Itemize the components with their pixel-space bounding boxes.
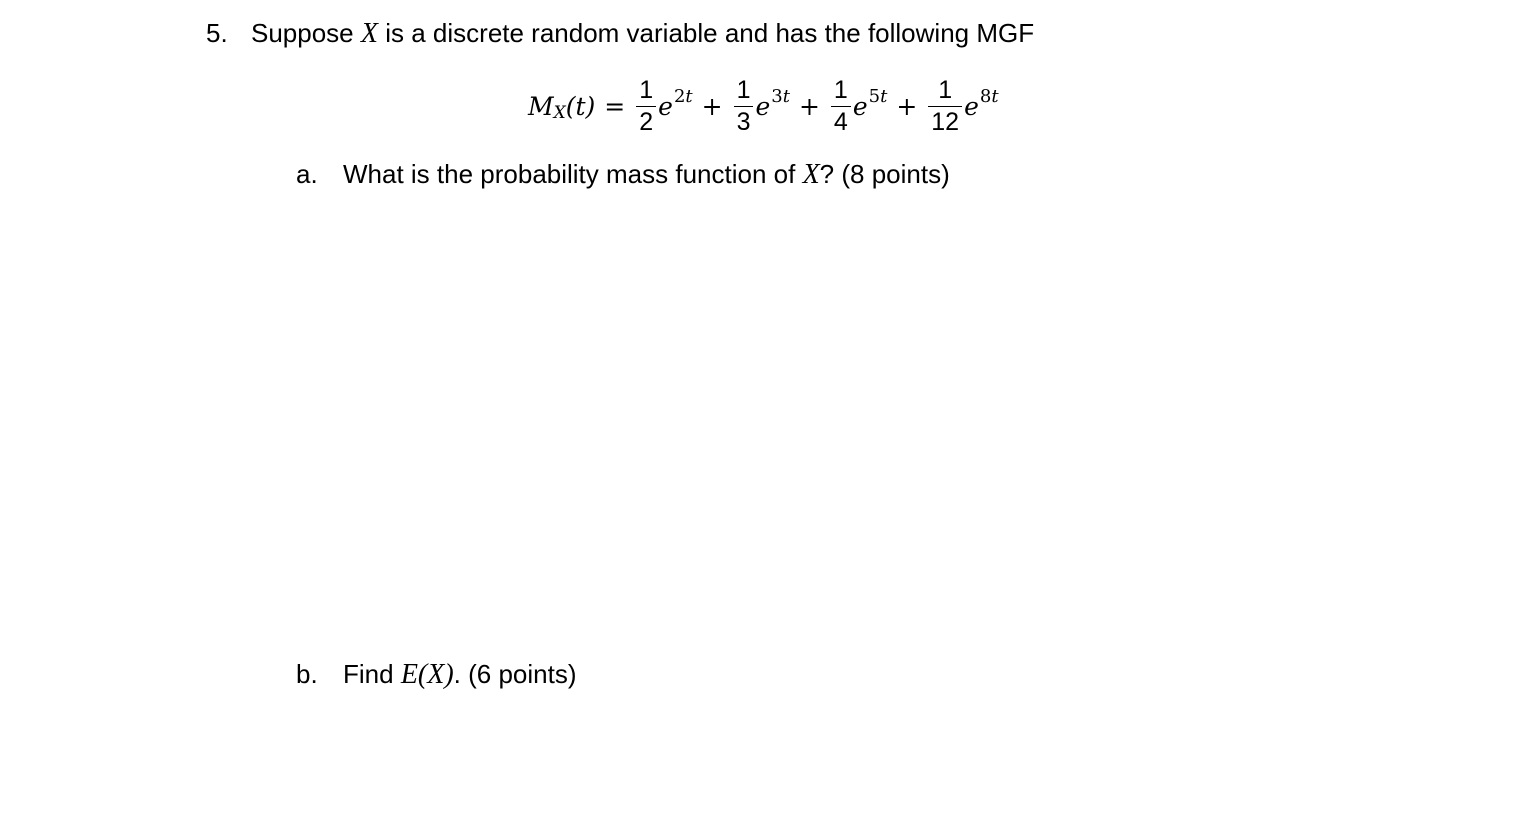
plus-sign: + [798, 91, 820, 121]
exponential-term-1 [658, 85, 693, 121]
mgf-equation [528, 68, 999, 144]
fraction-term-4 [928, 75, 962, 136]
exponential-base: e [658, 91, 673, 121]
fraction-denominator: 12 [931, 107, 960, 136]
fraction-term-1 [636, 75, 656, 136]
plus-sign: + [896, 91, 918, 121]
question-number: 5. [206, 18, 228, 48]
mgf-symbol: M [528, 91, 554, 121]
fraction-denominator: 3 [736, 107, 751, 136]
part-a-label: a. [296, 159, 318, 189]
fraction-term-3 [831, 75, 851, 136]
fraction-numerator: 1 [639, 75, 654, 104]
fraction-numerator: 1 [833, 75, 848, 104]
mgf-argument: (t) [565, 91, 596, 121]
fraction-term-2 [734, 75, 754, 136]
question-5-header [206, 20, 1034, 48]
exponent-coefficient: 2 [673, 85, 686, 107]
exponent [674, 86, 693, 107]
fraction-denominator: 2 [639, 107, 654, 136]
exponential-term-4 [964, 85, 999, 121]
fraction-denominator: 4 [833, 107, 848, 136]
exponent-coefficient: 5 [868, 85, 881, 107]
exponent [771, 86, 790, 107]
exponent [980, 86, 999, 107]
part-a-text-after: ? (8 points) [819, 159, 950, 189]
plus-sign: + [701, 91, 723, 121]
part-b-expression: E(X) [400, 659, 454, 690]
exponent-coefficient: 8 [979, 85, 992, 107]
exponent-coefficient: 3 [771, 85, 783, 107]
exponential-base: e [964, 91, 979, 121]
part-a-text-before: What is the probability mass function of [343, 159, 796, 189]
exponential-base: e [755, 91, 771, 121]
part-b-label: b. [296, 659, 318, 689]
mgf-subscript: X [553, 103, 566, 123]
fraction-numerator: 1 [938, 75, 953, 104]
exponent-variable: t [991, 85, 999, 107]
equals-sign: = [604, 91, 626, 121]
part-a-variable: X [802, 159, 820, 190]
part-b [296, 661, 577, 689]
exponent-variable: t [782, 85, 790, 107]
part-b-text-before: Find [343, 659, 394, 689]
question-text-after: is a discrete random variable and has the following MGF [385, 18, 1035, 48]
question-text-before: Suppose [251, 18, 354, 48]
exponent-variable: t [685, 85, 693, 107]
part-b-text-after: . (6 points) [453, 659, 577, 689]
exponential-term-3 [852, 85, 888, 121]
part-a [296, 161, 950, 189]
fraction-numerator: 1 [736, 75, 751, 104]
exponential-term-2 [755, 85, 790, 121]
exponential-base: e [852, 91, 868, 121]
exponent-variable: t [880, 85, 888, 107]
question-variable: X [360, 18, 378, 49]
exponent [869, 86, 888, 107]
